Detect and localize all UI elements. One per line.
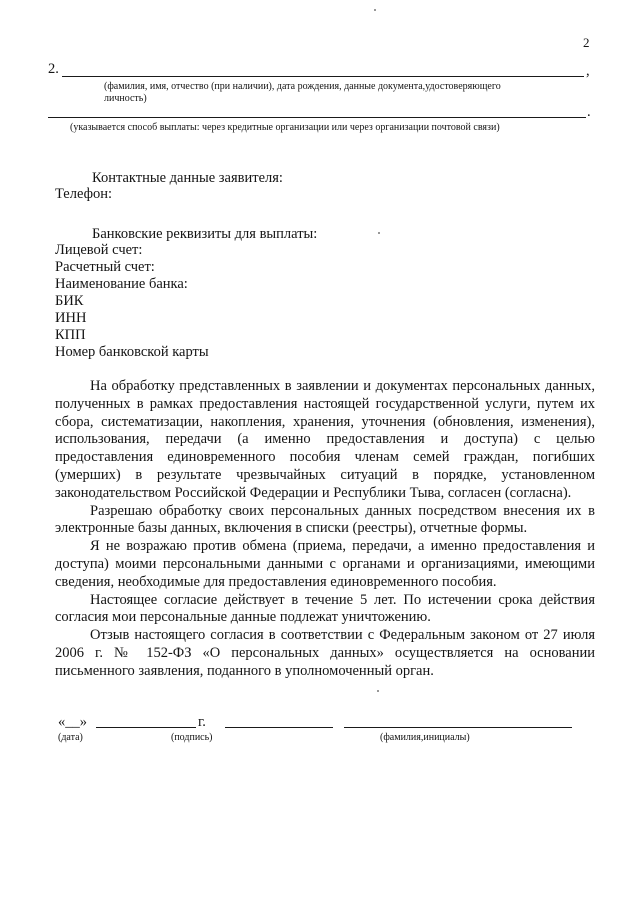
payment-line-dot: . xyxy=(587,104,591,120)
bank-heading: Банковские реквизиты для выплаты: xyxy=(92,226,318,242)
consent-paragraph-5: Отзыв настоящего согласия в соответствии с Федеральным законом от 27 июля 2006 г. № 152-ФЗ «О персональных данных» осуществляется на основании письменного заявления, поданного в уполномоченный орган. xyxy=(55,627,595,679)
applicant-line-comma: , xyxy=(586,63,590,79)
date-line[interactable] xyxy=(96,727,196,728)
year-suffix: г. xyxy=(198,714,206,730)
applicant-hint-cont: личность) xyxy=(104,93,147,104)
payment-method-line[interactable] xyxy=(48,117,586,118)
payment-method-hint: (указывается способ выплаты: через кредитные организации или через организации почтовой связи) xyxy=(70,122,500,133)
scan-speck xyxy=(378,232,380,234)
consent-paragraph-4: Настоящее согласие действует в течение 5 лет. По истечении срока действия согласия мои персональные данные подлежат уничтожению. xyxy=(55,591,595,626)
applicant-name-line[interactable] xyxy=(62,76,584,77)
bank-field-kpp: КПП xyxy=(55,327,86,343)
consent-paragraph-1: На обработку представленных в заявлении и документах персональных данных, полученных в рамках предоставления настоящей государственной услуги, путем их сбора, систематизации, накопления, хранения, уточнения (обновления, изменения), использования, передачи (а именно предоставления и доступа) с целью предоставления единовременного пособия членам семей граждан, погибших (умерших) в результате чрезвычайных ситуаций в порядке, установленном законодательством Российской Федерации и Республики Тыва, согласен (согласна). xyxy=(55,378,595,501)
bank-field-bank-name: Наименование банка: xyxy=(55,276,188,292)
name-initials-label: (фамилия,инициалы) xyxy=(380,732,470,743)
bank-field-settlement: Расчетный счет: xyxy=(55,259,155,275)
date-label: (дата) xyxy=(58,732,83,743)
bank-field-card: Номер банковской карты xyxy=(55,344,209,360)
bank-field-inn: ИНН xyxy=(55,310,87,326)
signature-label: (подпись) xyxy=(171,732,213,743)
phone-field-label: Телефон: xyxy=(55,186,113,202)
name-initials-line[interactable] xyxy=(344,727,572,728)
applicant-hint: (фамилия, имя, отчество (при наличии), дата рождения, данные документа,удостоверяющего xyxy=(104,81,501,92)
date-quotes: «__» xyxy=(58,714,87,730)
contacts-heading: Контактные данные заявителя: xyxy=(92,170,283,186)
applicant-number: 2. xyxy=(48,61,59,77)
signature-line[interactable] xyxy=(225,727,333,728)
scan-speck xyxy=(374,9,376,11)
bank-field-account: Лицевой счет: xyxy=(55,242,143,258)
page-number: 2 xyxy=(583,35,590,50)
consent-text xyxy=(55,378,595,681)
consent-paragraph-3: Я не возражаю против обмена (приема, передачи, а именно предоставления и доступа) моими персональными данными с органами и организациями, имеющими сведения, необходимые для предоставления единовременного пособия. xyxy=(55,538,595,590)
consent-paragraph-2: Разрешаю обработку своих персональных данных посредством внесения их в электронные базы данных, включения в списки (реестры), отчетные формы. xyxy=(55,502,595,537)
scan-speck xyxy=(377,690,379,692)
bank-field-bik: БИК xyxy=(55,293,84,309)
